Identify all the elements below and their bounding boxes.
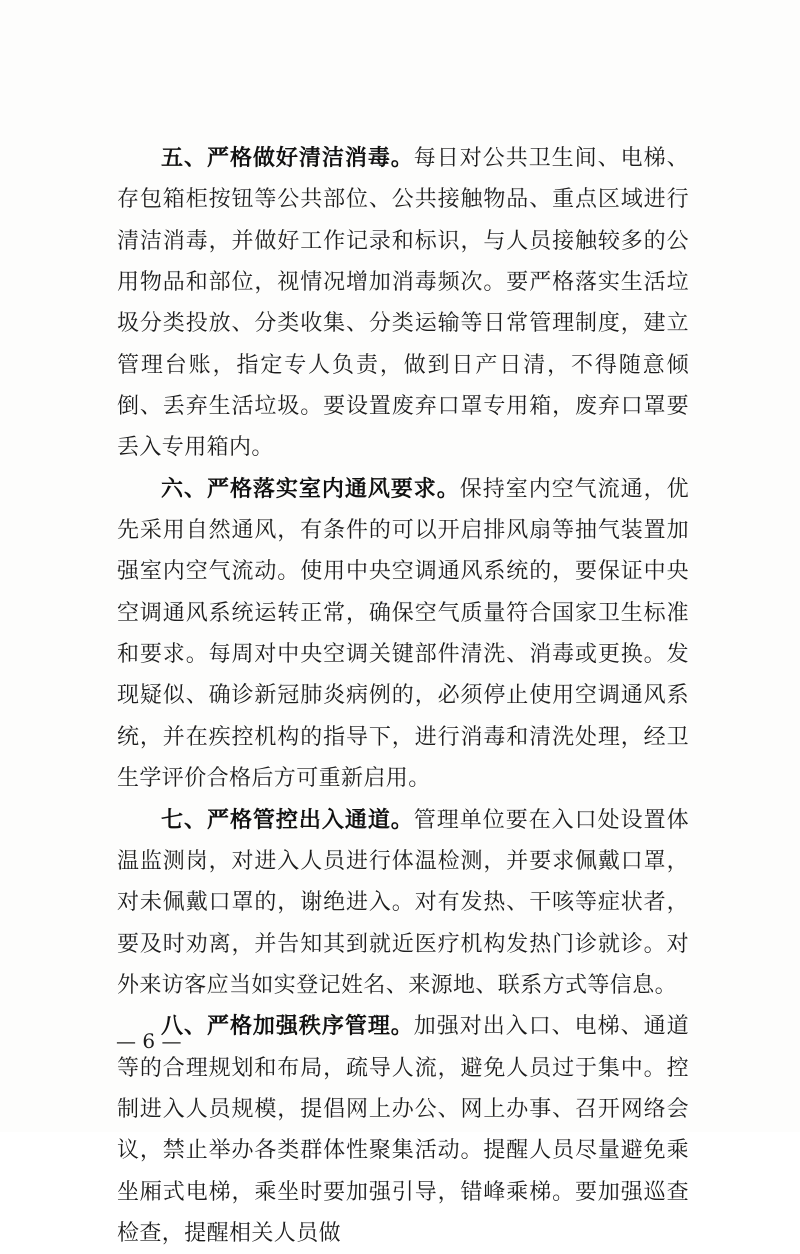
paragraph-indoor-ventilation (117, 469, 689, 800)
paragraph-entrance-control (117, 800, 689, 1007)
paragraph-text: 加强对出入口、电梯、通道等的合理规划和布局，疏导人流，避免人员过于集中。控制进入人员规模，提倡网上办公、网上办事、召开网络会议，禁止举办各类群体性聚集活动。提醒人员尽量避免乘坐厢式电梯，乘坐时要加强引导，错峰乘梯。要加强巡查检查，提醒相关人员做 (117, 1014, 689, 1246)
paragraph-heading: 七、严格管控出入通道。 (161, 807, 414, 833)
paragraph-text: 管理单位要在入口处设置体温监测岗，对进入人员进行体温检测，并要求佩戴口罩，对未佩戴口罩的，谢绝进入。对有发热、干咳等症状者，要及时劝离，并告知其到就近医疗机构发热门诊就诊。对外来访客应当如实登记姓名、来源地、联系方式等信息。 (117, 807, 689, 998)
paragraph-cleaning-disinfection (117, 138, 689, 469)
paragraph-text: 保持室内空气流通，优先采用自然通风，有条件的可以开启排风扇等抽气装置加强室内空气流动。使用中央空调通风系统的，要保证中央空调通风系统运转正常，确保空气质量符合国家卫生标准和要求。每周对中央空调关键部件清洗、消毒或更换。发现疑似、确诊新冠肺炎病例的，必须停止使用空调通风系统，并在疾控机构的指导下，进行消毒和清洗处理，经卫生学评价合格后方可重新启用。 (117, 476, 689, 792)
paragraph-heading: 八、严格加强秩序管理。 (161, 1014, 414, 1040)
paragraph-order-management (117, 1006, 689, 1254)
paragraph-heading: 五、严格做好清洁消毒。 (161, 146, 414, 171)
paragraph-heading: 六、严格落实室内通风要求。 (161, 476, 460, 502)
page-number: — 6 — (116, 1029, 182, 1053)
paragraph-text: 每日对公共卫生间、电梯、存包箱柜按钮等公共部位、公共接触物品、重点区域进行清洁消毒，并做好工作记录和标识，与人员接触较多的公用物品和部位，视情况增加消毒频次。要严格落实生活垃圾分类投放、分类收集、分类运输等日常管理制度，建立管理台账，指定专人负责，做到日产日清，不得随意倾倒、丢弃生活垃圾。要设置废弃口罩专用箱，废弃口罩要丢入专用箱内。 (117, 146, 689, 461)
document-body (117, 138, 689, 1254)
